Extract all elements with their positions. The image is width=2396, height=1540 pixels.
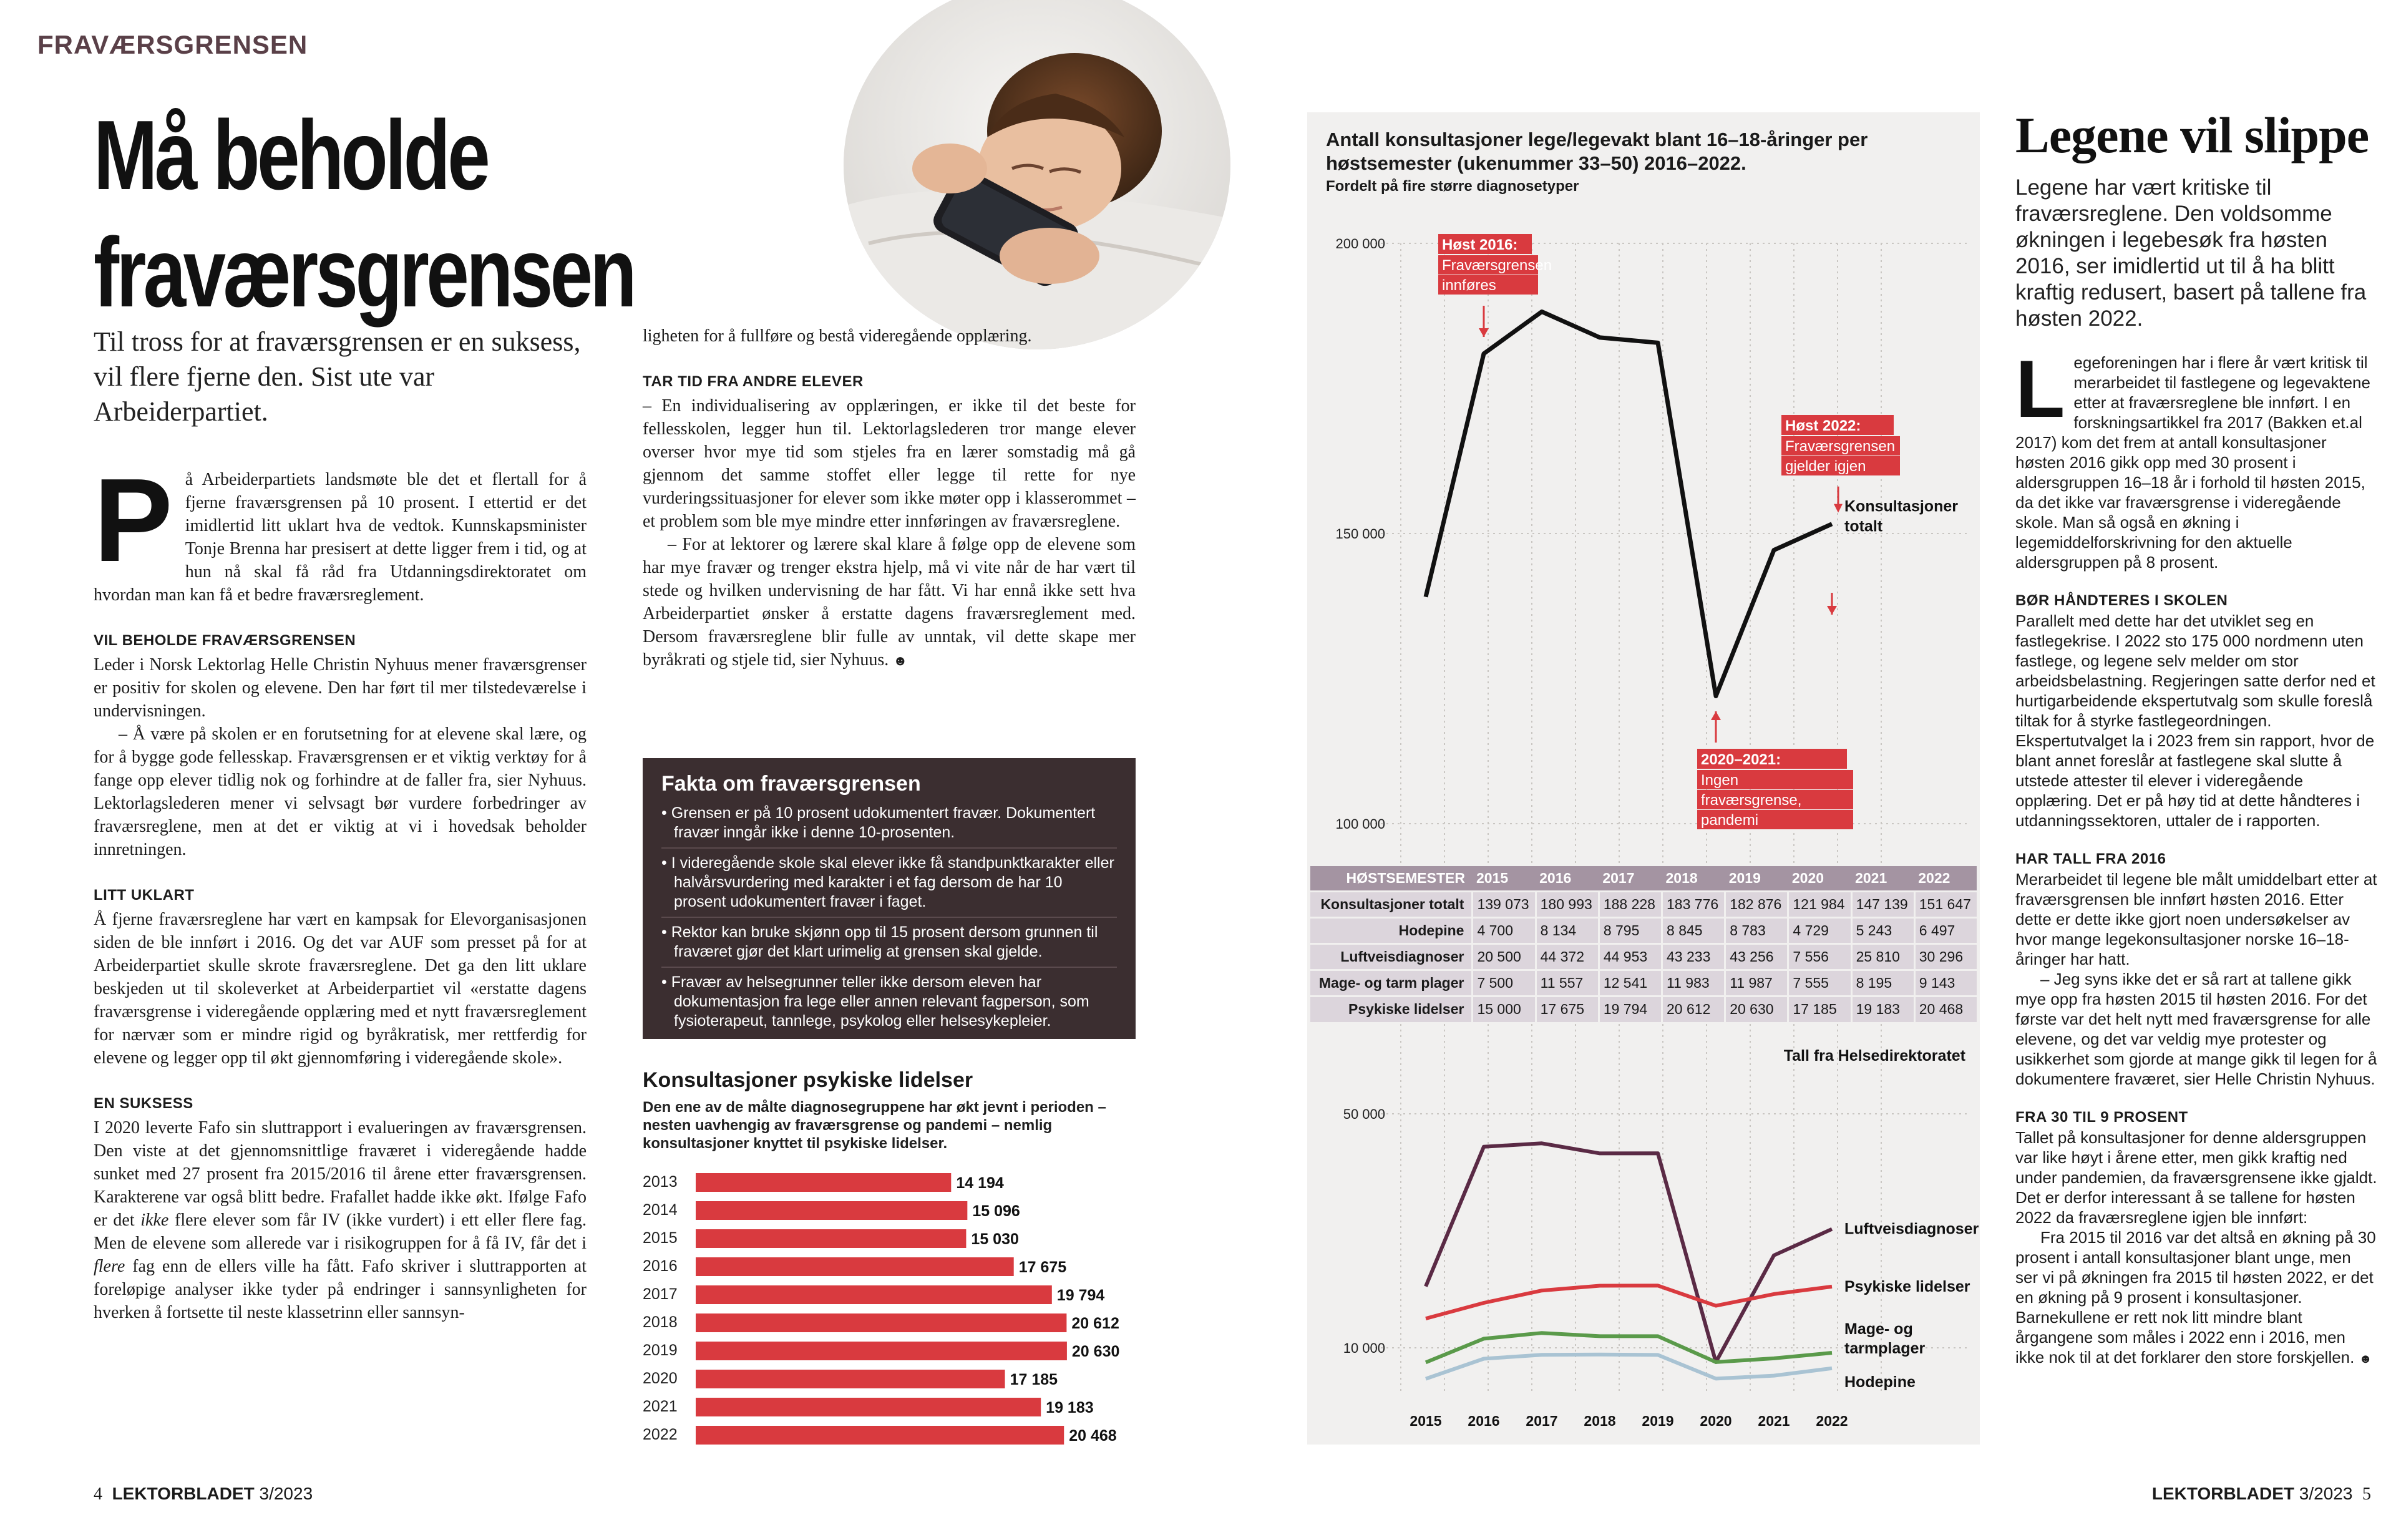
series-label (1844, 1320, 1925, 1357)
text-run: fag enn de ellers ville ha fått. Fafo skriver i sluttrapporten at foreløpige analyser ikke tyder på endringer i sannsynligheten for hverken å fortsette til neste klassetrinn eller sannsyn- (94, 1257, 587, 1322)
page-number: 4 (94, 1484, 102, 1504)
x-tick-label: 2021 (1758, 1413, 1790, 1429)
series-label-line: Mage- og (1844, 1320, 1913, 1338)
text-run: flere elever som får IV (ikke vurdert) i ett eller flere fag. Men de elevene som allerede var i risikogruppen for å få IV, får det i (94, 1211, 587, 1253)
section-kicker: FRAVÆRSGRENSEN (37, 30, 308, 59)
paragraph (94, 1116, 587, 1324)
text-run-italic: ikke (140, 1211, 169, 1230)
bar-category-label: 2014 (643, 1201, 678, 1219)
paragraph: Å fjerne fraværsreglene har vært en kampsak for Elevorganisasjonen siden de ble innført i 2016. Og det var AUF som presset på for at Arbeiderpartiet skulle skrote fraværsreglene. Det ga den litt uklare beskjeden ut til skoleverket at Arbeiderpartiet vil «erstatte dagens fraværsgrense i videregående opplæring med et nytt fraværsreglement for nærvær som er mindre rigid og byråkratisk, mer rettferdig for elevene og legger opp til økt gjennomføring i videregående skole». (94, 910, 587, 1068)
side-article-body (2015, 343, 2377, 1369)
dropcap: L (2015, 343, 2065, 434)
paragraph (2015, 1227, 2377, 1369)
annotation-arrow-head (1834, 504, 1843, 513)
fact-item: • I videregående skole skal elever ikke få standpunktkarakter eller halvårsvurdering med karakter i et fag dersom de har 10 prosent udokumentert fravær i faget. (661, 854, 1117, 918)
annotation-body: innføres (1442, 277, 1496, 294)
annotation-body: gjelder igjen (1785, 458, 1866, 475)
text-run: I 2020 leverte Fafo sin sluttrapport i evalueringen av fraværsgrensen. Den viste at det gjennomsnittlige fraværet i videregående hadde sunket med 27 prosent fra 2015/2016 til årene etter fraværsgrensen. Karakterene var også blitt bedre. Frafallet hadde ikke økt. Ifølge Fafo er det (94, 1118, 587, 1230)
x-tick-label: 2022 (1816, 1413, 1848, 1429)
table-cell: 8 783 (1725, 917, 1788, 943)
subheading: BØR HÅNDTERES I SKOLEN (2015, 592, 2228, 609)
boy-sleeping-photo (844, 0, 1230, 349)
table-cell: 19 794 (1599, 996, 1662, 1022)
table-cell: 5 243 (1851, 917, 1914, 943)
bar-category-label: 2013 (643, 1173, 678, 1191)
text-run-italic: flere (94, 1257, 125, 1276)
table-cell: 43 233 (1662, 943, 1725, 970)
bar (696, 1370, 1005, 1388)
bar-category-label: 2022 (643, 1426, 678, 1443)
bar-chart (643, 1167, 1136, 1454)
x-tick-label: 2016 (1468, 1413, 1500, 1429)
table-cell: 43 256 (1725, 943, 1788, 970)
y-tick-label: 10 000 (1343, 1340, 1385, 1356)
x-tick-label: 2020 (1700, 1413, 1732, 1429)
fact-item: • Rektor kan bruke skjønn opp til 15 prosent dersom grunnen til fraværet gjør det klart urimelig at grensen skal gjelde. (661, 923, 1117, 968)
series-label-line: totalt (1844, 517, 1883, 535)
table-row-label: Psykiske lidelser (1310, 996, 1473, 1022)
paragraph: ligheten for å fullføre og bestå videregående opplæring. (643, 326, 1032, 346)
table-cell: 12 541 (1599, 970, 1662, 996)
bar (696, 1398, 1041, 1416)
chart-annotation (1438, 234, 1552, 337)
table-cell: 9 143 (1914, 970, 1977, 996)
text-run: Fra 2015 til 2016 var det altså en økning på 30 prosent i antall konsultasjoner blant unge, men ser vi på økningen fra 2015 til høsten 2022, er det en økning på 9 prosent i konsultasjoner. Barnekullene er rett nok litt mindre blant årgangene som måles i 2022 enn i 2016, men ikke nok til at det forklarer den store forskjellen. (2015, 1228, 2376, 1367)
series-label-line: tarmplager (1844, 1340, 1926, 1358)
series-label-line: Konsultasjoner (1844, 497, 1958, 515)
table-header: 2017 (1599, 866, 1662, 891)
table-cell: 7 500 (1473, 970, 1536, 996)
bar-chart-title: Konsultasjoner psykiske lidelser (643, 1068, 973, 1092)
fact-box (643, 758, 1136, 1039)
table-cell: 8 134 (1536, 917, 1599, 943)
table-cell: 17 675 (1536, 996, 1599, 1022)
y-tick-label: 150 000 (1335, 526, 1385, 542)
table-row (1310, 943, 1977, 970)
bar-category-label: 2017 (643, 1285, 678, 1303)
table-cell: 11 987 (1725, 970, 1788, 996)
table-row (1310, 891, 1977, 917)
table-cell: 44 953 (1599, 943, 1662, 970)
paragraph: – Å være på skolen er en forutsetning for at elevene skal lære, og for å bygge gode fellesskap. Fraværsgrensen er et viktig verktøy for å fange opp elever tidlig nok og forhindre at de faller fra, sier Nyhuus. Lektorlagslederen mener vi selvsagt bør vurdere forbedringer av fraværsreglene, men at det er viktig at vi i hovedsak beholder innretningen. (94, 724, 587, 859)
magazine-name: LEKTORBLADET (112, 1484, 255, 1503)
fact-item: • Fravær av helsegrunner teller ikke dersom eleven har dokumentasjon fra lege eller annen relevant fagperson, som fysioterapeut, tannlege, psykolog eller helsesykepleier. (661, 973, 1089, 1030)
annotation-arrow-head (1479, 328, 1489, 337)
line-chart-title: Antall konsultasjoner lege/legevakt blant 16–18-åringer per høstsemester (ukenummer 33–50) 2016–2022. (1326, 129, 1868, 174)
table-row-label: Mage- og tarm plager (1310, 970, 1473, 996)
table-cell: 180 993 (1536, 891, 1599, 917)
bar-category-label: 2016 (643, 1257, 678, 1275)
side-article-title: Legene vil slippe (2015, 107, 2369, 163)
table-cell: 11 557 (1536, 970, 1599, 996)
dropcap: P (94, 454, 173, 587)
table-row-label: Hodepine (1310, 917, 1473, 943)
bar (696, 1313, 1066, 1332)
end-mark-icon: ☻ (893, 653, 908, 668)
table-cell: 4 729 (1788, 917, 1851, 943)
bar-category-label: 2019 (643, 1342, 678, 1359)
x-tick-label: 2017 (1526, 1413, 1558, 1429)
series-label: Psykiske lidelser (1844, 1277, 1970, 1295)
article-column-1 (94, 454, 587, 1324)
series-line (1426, 1143, 1832, 1362)
chart-source: Tall fra Helsedirektoratet (1783, 1047, 1965, 1065)
bar-value-label: 14 194 (956, 1174, 1004, 1192)
table-header: 2020 (1788, 866, 1851, 891)
bar (696, 1173, 951, 1192)
paragraph: egeforeningen har i flere år vært kritisk til merarbeidet til fastlegene og legevaktene etter at fraværsreglene ble innført. I en forskningsartikkel fra 2017 (Bakken et.al 2017) kom det frem at antall konsultasjoner høsten 2016 gikk opp med 30 prosent i aldersgruppen 16–18 år i forhold til høsten 2015, da det ikke var fraværsgrense i videregående skole. Man så også en økning i legemiddelforskrivning for den aktuelle aldersgruppen på 8 prosent. (2015, 353, 2370, 572)
magazine-name: LEKTORBLADET (2151, 1484, 2295, 1503)
table-cell: 139 073 (1473, 891, 1536, 917)
bar (696, 1342, 1067, 1360)
table-cell: 4 700 (1473, 917, 1536, 943)
table-cell: 19 183 (1851, 996, 1914, 1022)
line-chart-subtitle: Fordelt på fire større diagnosetyper (1326, 178, 1579, 195)
bar-chart-subtitle: Den ene av de målte diagnosegruppene har økt jevnt i perioden – nesten uavhengig av fraværsgrense og pandemi – nemlig konsultasjoner knyttet til psykiske lidelser. (643, 1099, 1106, 1152)
table-cell: 11 983 (1662, 970, 1725, 996)
table-cell: 15 000 (1473, 996, 1536, 1022)
paragraph: – En individualisering av opplæringen, er ikke til det beste for fellesskolen, legger hun til. Lektorlagslederen tror mange elever overser hvor mye tid som stjeles fra en lærer somstadig må gå gjennom det samme stoffet eller legge til rette for nye vurderingssituasjoner for elever som ikke møter opp i klasserommet – et problem som ble mye mindre etter innføringen av fraværsreglene. (643, 396, 1136, 531)
text-run: – For at lektorer og lærere skal klare å følge opp de elevene som har mye fravær og trenger ekstra hjelp, må vi vite når de har vært til stede og hvilken undervisning de har fått. Vi har ennå ikke sett hva Arbeiderpartiet ønsker å erstatte dagens fraværsreglement med. Dersom fraværsreglene blir fulle av unntak, vil dette skape mer byråkrati og stjele tid, sier Nyhuus. (643, 535, 1136, 670)
y-tick-label: 100 000 (1335, 816, 1385, 832)
end-mark-icon: ☻ (2359, 1352, 2372, 1366)
table-cell: 20 500 (1473, 943, 1536, 970)
table-cell: 20 468 (1914, 996, 1977, 1022)
table-cell: 182 876 (1725, 891, 1788, 917)
table-cell: 30 296 (1914, 943, 1977, 970)
annotation-arrow-head (1827, 606, 1837, 615)
table-row (1310, 970, 1977, 996)
side-article-ingress: Legene har vært kritiske til fraværsreglene. Den voldsomme økningen i legebesøk fra høsten 2016, ser imidlertid ut til å ha blitt kraftig redusert, basert på tallene fra høsten 2022. (2015, 175, 2367, 331)
series-label: Luftveisdiagnoser (1844, 1220, 1979, 1238)
table-cell: 183 776 (1662, 891, 1725, 917)
table-cell: 7 556 (1788, 943, 1851, 970)
table-cell: 188 228 (1599, 891, 1662, 917)
table-header: 2018 (1662, 866, 1725, 891)
paragraph: – Jeg syns ikke det er så rart at tallene gikk mye opp fra høsten 2015 til høsten 2016. For det første var det helt nytt med fraværsgrense for alle elevene, og det var veldig mye protester og usikkerhet som gjorde at mange gikk til legen for å dokumentere fraværet, sier Helle Christin Nyhuus. (2015, 970, 2377, 1088)
x-tick-label: 2019 (1642, 1413, 1674, 1429)
subheading: FRA 30 TIL 9 PROSENT (2015, 1109, 2188, 1126)
table-cell: 17 185 (1788, 996, 1851, 1022)
bar-value-label: 20 630 (1071, 1343, 1120, 1360)
fact-item: • Grensen er på 10 prosent udokumentert fravær. Dokumentert fravær inngår ikke i denne 10-prosenten. (661, 804, 1117, 849)
bar (696, 1201, 967, 1220)
bar-value-label: 17 185 (1010, 1371, 1058, 1388)
bar-value-label: 19 794 (1056, 1287, 1105, 1304)
table-row (1310, 996, 1977, 1022)
data-table (1310, 866, 1977, 1022)
paragraph: Leder i Norsk Lektorlag Helle Christin Nyhuus mener fraværsgrenser er positiv for skolen og elevene. Den har ført til mer tilstedeværelse i undervisningen. (94, 655, 587, 721)
x-tick-label: 2015 (1410, 1413, 1442, 1429)
table-cell: 44 372 (1536, 943, 1599, 970)
table-header: 2022 (1914, 866, 1977, 891)
annotation-body: pandemi (1701, 812, 1759, 829)
subheading: HAR TALL FRA 2016 (2015, 850, 2166, 867)
table-cell: 25 810 (1851, 943, 1914, 970)
table-cell: 147 139 (1851, 891, 1914, 917)
bar (696, 1229, 966, 1248)
paragraph: Parallelt med dette har det utviklet seg en fastlegekrise. I 2022 sto 175 000 nordmenn uten fastlege, og legene selv melder om stor arbeidsbelastning. Regjeringen satte derfor ned et hurtigarbeidende ekspertutvalg som skulle foreslå tiltak for å styrke fastlegeordningen. Ekspertutvalget la i 2023 frem sin rapport, hvor de blant annet foreslår at fastlegene skal slutte å utstede attester til elever i videregående opplæring. Det er på høy tid at dette håndteres i utdanningssektoren, uttaler de i rapporten. (2015, 612, 2375, 830)
chart-annotation (1697, 711, 1853, 829)
table-cell: 151 647 (1914, 891, 1977, 917)
annotation-body: Ingen (1701, 772, 1739, 789)
table-cell: 121 984 (1788, 891, 1851, 917)
table-row-label: Konsultasjoner totalt (1310, 891, 1473, 917)
bar-value-label: 15 030 (971, 1231, 1019, 1248)
photo-illustration (844, 0, 1230, 349)
y-tick-label: 50 000 (1343, 1106, 1385, 1122)
article-column-2 (643, 324, 1136, 672)
subheading: LITT UKLART (94, 887, 195, 904)
subheading: VIL BEHOLDE FRAVÆRSGRENSEN (94, 632, 356, 649)
table-row-label: Luftveisdiagnoser (1310, 943, 1473, 970)
bar-category-label: 2018 (643, 1313, 678, 1331)
bar-value-label: 15 096 (972, 1202, 1020, 1220)
bar-category-label: 2021 (643, 1398, 678, 1415)
table-cell: 8 845 (1662, 917, 1725, 943)
annotation-body: Fraværsgrensen (1442, 257, 1552, 274)
table-cell: 6 497 (1914, 917, 1977, 943)
bar (696, 1257, 1014, 1276)
page-number: 5 (2362, 1484, 2371, 1504)
paragraph: å Arbeiderpartiets landsmøte ble det et flertall for å fjerne fraværsgrensen på 10 prosent. I ettertid er det imidlertid litt uklart hva de vedtok. Kunnskapsminister Tonje Brenna har presisert at dette ligger frem i tid, og at hun nå skal få råd fra Utdanningsdirektoratet om hvordan man kan få et bedre fraværsreglement. (94, 470, 587, 605)
table-header-row (1310, 866, 1977, 891)
annotation-arrow-head (1711, 711, 1721, 720)
bar (696, 1285, 1052, 1304)
series-label: Hodepine (1844, 1373, 1916, 1391)
subheading: TAR TID FRA ANDRE ELEVER (643, 373, 864, 390)
y-tick-label: 200 000 (1335, 236, 1385, 251)
issue-number: 3/2023 (259, 1484, 313, 1503)
table-cell: 7 555 (1788, 970, 1851, 996)
annotation-head: Høst 2016: (1442, 236, 1518, 253)
bar-value-label: 20 612 (1071, 1315, 1119, 1332)
bar-value-label: 20 468 (1069, 1427, 1117, 1445)
paragraph: Tallet på konsultasjoner for denne aldersgruppen var like høyt i årene etter, men gikk kraftig ned under pandemien, da fraværsgrensene ikke gjaldt. Det er derfor interessant å se tallene for høsten 2022 da fraværsreglene igjen ble innført: (2015, 1128, 2377, 1227)
series-label (1844, 498, 1958, 535)
article-headline: Må beholde fraværsgrensen (94, 100, 635, 328)
bar-value-label: 17 675 (1018, 1259, 1067, 1276)
bar-category-label: 2020 (643, 1370, 678, 1387)
paragraph (643, 533, 1136, 672)
subheading: EN SUKSESS (94, 1095, 193, 1112)
series-line (1426, 312, 1832, 696)
paragraph: Merarbeidet til legene ble målt umiddelbart etter at fraværsgrensen ble innført høsten 2016. Etter dette er dette ikke gjort noen undersøkelser av hvor mange legekonsultasjoner norske 16–18-åringer har hatt. (2015, 870, 2377, 968)
table-header: 2015 (1473, 866, 1536, 891)
annotation-body: fraværsgrense, (1701, 792, 1802, 809)
footer-left (94, 1484, 313, 1504)
line-chart (1307, 206, 1980, 1445)
bar-category-label: 2015 (643, 1229, 678, 1247)
table-header: 2021 (1851, 866, 1914, 891)
fact-box-title: Fakta om fraværsgrensen (661, 772, 921, 796)
bar-value-label: 19 183 (1046, 1399, 1094, 1416)
article-ingress: Til tross for at fraværsgrensen er en suksess, vil flere fjerne den. Sist ute var Arbeiderpartiet. (94, 326, 581, 427)
annotation-body: Fraværsgrensen (1785, 438, 1896, 455)
table-header: 2016 (1536, 866, 1599, 891)
table-header: 2019 (1725, 866, 1788, 891)
table-cell: 8 195 (1851, 970, 1914, 996)
x-tick-label: 2018 (1584, 1413, 1616, 1429)
annotation-head: 2020–2021: (1701, 751, 1781, 768)
bar (696, 1426, 1064, 1445)
table-row (1310, 917, 1977, 943)
annotation-head: Høst 2022: (1785, 417, 1861, 434)
table-header: HØSTSEMESTER (1310, 866, 1473, 891)
table-cell: 8 795 (1599, 917, 1662, 943)
series-line (1426, 1285, 1832, 1318)
footer-right (2152, 1484, 2371, 1504)
table-cell: 20 612 (1662, 996, 1725, 1022)
issue-number: 3/2023 (2299, 1484, 2353, 1503)
table-cell: 20 630 (1725, 996, 1788, 1022)
